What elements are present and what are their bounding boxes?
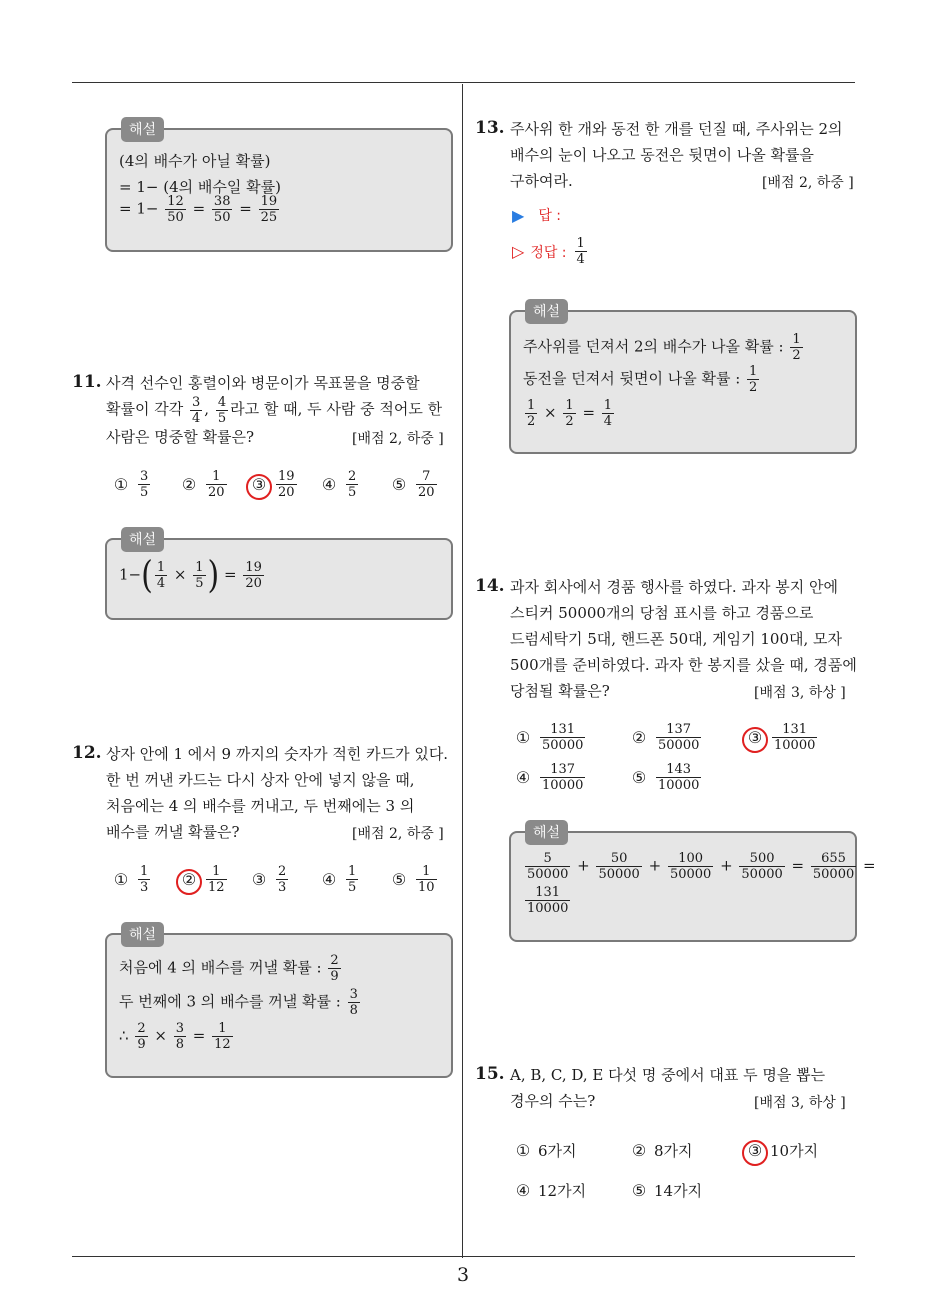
q11-text-prefix: 확률이 각각	[106, 400, 184, 418]
q13-score: [배점 2, 하중 ]	[762, 175, 854, 191]
q11-text-suffix: 라고 할 때, 두 사람 중 적어도 한	[230, 400, 443, 418]
q12-number: 12.	[72, 743, 102, 763]
fraction: $\frac{3}{4}$	[192, 394, 201, 426]
option-label: 14가지	[654, 1182, 703, 1200]
option-mark: ②	[181, 475, 197, 494]
q12-option-5[interactable]: ⑤ $\frac{1}{10}$	[388, 864, 439, 895]
q11-explain-prefix: 1−	[119, 565, 142, 584]
q12-option-2-selected[interactable]: ② $\frac{1}{12}$	[178, 864, 229, 895]
fraction: $\frac{38}{50}$	[213, 194, 231, 225]
q13-explain-text-2: 동전을 던져서 뒷면이 나올 확률 :	[523, 369, 741, 388]
option-mark: ⑤	[631, 1181, 647, 1200]
q14-option-5[interactable]: ⑤ $\frac{143}{10000}$	[628, 762, 703, 793]
option-mark: ②	[631, 1141, 647, 1160]
q15-option-5[interactable]	[628, 1180, 702, 1201]
q11-text-line-1: 사격 선수인 홍렬이와 병문이가 목표물을 명중할	[106, 374, 420, 392]
option-mark: ①	[515, 1141, 531, 1160]
option-mark: ②	[631, 728, 647, 747]
explanation-tag: 해설	[525, 299, 568, 324]
column-divider	[462, 84, 463, 1258]
explanation-tag: 해설	[525, 820, 568, 845]
option-mark: ④	[515, 1181, 531, 1200]
selected-option-mark: ③	[744, 1141, 766, 1160]
q13-number: 13.	[475, 118, 505, 138]
option-mark: ⑤	[391, 870, 407, 889]
correct-answer-label: 정답 :	[530, 244, 567, 261]
q14-explanation-box	[509, 825, 876, 942]
q13-text-line-3: 구하여라.	[510, 172, 573, 190]
option-mark: ①	[515, 728, 531, 747]
q11-text-line-2: 확률이 각각 $\frac{3}{4}$ , $\frac{4}{5}$ 라고 할 때, 두 사람 중 적어도 한	[106, 394, 443, 426]
q11-text-line-4: 사람은 명중할 확률은?	[106, 428, 254, 446]
option-mark: ④	[321, 870, 337, 889]
q11-option-5[interactable]: ⑤ $\frac{7}{20}$	[388, 469, 439, 500]
q12-explain-line-2: 두 번째에 3 의 배수를 꺼낼 확률 : $\frac{3}{8}$	[119, 987, 358, 1018]
q12-text-line-4: 배수를 꺼낼 확률은?	[106, 823, 240, 841]
q13-answer-field[interactable]	[512, 205, 561, 225]
q14-explain-line-2: $\frac{131}{10000}$	[527, 885, 569, 916]
outline-arrow-icon: ▷	[512, 242, 525, 261]
equals: =	[239, 199, 252, 218]
q13-explanation-box	[509, 304, 857, 454]
option-label: 6가지	[538, 1142, 577, 1160]
top-rule	[72, 82, 855, 83]
q15-score: [배점 3, 하상 ]	[754, 1095, 846, 1111]
q14-score: [배점 3, 하상 ]	[754, 685, 846, 701]
q12-text-line-2: 한 번 꺼낸 카드는 다시 상자 안에 넣지 않을 때,	[106, 771, 415, 789]
play-arrow-icon: ▶	[512, 205, 525, 225]
q13-explain-line-2: 동전을 던져서 뒷면이 나올 확률 : $\frac{1}{2}$	[523, 364, 758, 395]
q12-explain-text-1: 처음에 4 의 배수를 꺼낼 확률 :	[119, 958, 322, 977]
selected-option-mark: ③	[744, 728, 766, 747]
q14-option-3-selected[interactable]: ③ $\frac{131}{10000}$	[744, 722, 819, 753]
q14-text-line-3: 드럼세탁기 5대, 핸드폰 50대, 게임기 100대, 모자	[510, 630, 843, 648]
option-mark: ③	[251, 870, 267, 889]
q11-option-1[interactable]: ① $\frac{3}{5}$	[110, 469, 152, 500]
q14-option-4[interactable]: ④ $\frac{137}{10000}$	[512, 762, 587, 793]
q10-explain-line-1: (4의 배수가 아닐 확률)	[119, 152, 271, 170]
q12-score: [배점 2, 하중 ]	[352, 826, 444, 842]
option-mark: ①	[113, 475, 129, 494]
fraction: $\frac{4}{5}$	[217, 394, 227, 426]
q11-option-2[interactable]: ② $\frac{1}{20}$	[178, 469, 229, 500]
selected-option-mark: ②	[178, 870, 200, 889]
q12-text-line-3: 처음에는 4 의 배수를 꺼내고, 두 번째에는 3 의	[106, 797, 415, 815]
q14-explain-line-1: $\frac{5}{50000}$ + $\frac{50}{50000}$ + $\frac{100}{50000}$ + $\frac{500}{50000}$ = $\frac{655}{50000}$ =	[527, 851, 876, 882]
selected-option-mark: ③	[248, 475, 270, 494]
q15-text-line-2: 경우의 수는?	[510, 1092, 596, 1110]
q14-text-line-2: 스티커 50000개의 당첨 표시를 하고 경품으로	[510, 604, 814, 622]
q12-explanation-box	[105, 927, 453, 1078]
q15-option-1[interactable]	[512, 1140, 577, 1161]
q12-option-3[interactable]: ③ $\frac{2}{3}$	[248, 864, 290, 895]
q13-explain-line-1: 주사위를 던져서 2의 배수가 나올 확률 : $\frac{1}{2}$	[523, 332, 801, 363]
q15-option-2[interactable]	[628, 1140, 693, 1161]
q14-text-line-4: 500개를 준비하였다. 과자 한 봉지를 샀을 때, 경품에	[510, 656, 857, 674]
q11-score: [배점 2, 하중 ]	[352, 431, 444, 447]
explanation-tag: 해설	[121, 117, 164, 142]
q14-text-line-5: 당첨될 확률은?	[510, 682, 610, 700]
option-label: 8가지	[654, 1142, 693, 1160]
q10-explain-line-2: = 1− (4의 배수일 확률)	[119, 178, 281, 196]
option-mark: ⑤	[391, 475, 407, 494]
q15-option-3-selected[interactable]	[744, 1140, 818, 1161]
q10-explanation-box	[105, 122, 453, 252]
q13-text-line-1: 주사위 한 개와 동전 한 개를 던질 때, 주사위는 2의	[510, 120, 843, 138]
option-mark: ①	[113, 870, 129, 889]
option-label: 10가지	[770, 1142, 819, 1160]
fraction: $\frac{19}{25}$	[260, 194, 278, 225]
fraction: $\frac{12}{50}$	[167, 194, 184, 225]
q13-correct-answer: ▷ 정답 : $\frac{1}{4}$	[512, 236, 585, 267]
q12-explain-text-2: 두 번째에 3 의 배수를 꺼낼 확률 :	[119, 992, 341, 1011]
option-mark: ④	[321, 475, 337, 494]
explanation-tag: 해설	[121, 922, 164, 947]
answer-label: 답 :	[538, 208, 562, 224]
q11-explain-formula: 1−( $\frac{1}{4}$ × $\frac{1}{5}$ ) = $\frac{19}{20}$	[119, 553, 262, 598]
q12-text-line-1: 상자 안에 1 에서 9 까지의 숫자가 적힌 카드가 있다.	[106, 745, 449, 763]
q13-explain-line-3: $\frac{1}{2}$ × $\frac{1}{2}$ = $\frac{1}{4}$	[527, 398, 613, 429]
q15-option-4[interactable]	[512, 1180, 586, 1201]
q11-option-4[interactable]: ④ $\frac{2}{5}$	[318, 469, 360, 500]
explanation-tag: 해설	[121, 527, 164, 552]
q13-text-line-2: 배수의 눈이 나오고 동전은 뒷면이 나올 확률을	[510, 146, 814, 164]
q12-explain-line-1: 처음에 4 의 배수를 꺼낼 확률 : $\frac{2}{9}$	[119, 953, 339, 984]
option-label: 12가지	[538, 1182, 587, 1200]
q12-option-4[interactable]: ④ $\frac{1}{5}$	[318, 864, 360, 895]
q15-text-line-1: A, B, C, D, E 다섯 명 중에서 대표 두 명을 뽑는	[510, 1066, 826, 1084]
bottom-rule	[72, 1256, 855, 1257]
q10-explain-line-3	[119, 194, 281, 225]
page-number: 3	[456, 1264, 470, 1286]
q14-text-line-1: 과자 회사에서 경품 행사를 하였다. 과자 봉지 안에	[510, 578, 838, 596]
q14-number: 14.	[475, 576, 505, 596]
q12-option-1[interactable]: ① $\frac{1}{3}$	[110, 864, 152, 895]
therefore-symbol: ∴	[119, 1026, 129, 1045]
q13-explain-text-1: 주사위를 던져서 2의 배수가 나올 확률 :	[523, 337, 784, 356]
equals: =	[192, 199, 206, 218]
q15-number: 15.	[475, 1064, 505, 1084]
q14-option-1[interactable]: ① $\frac{131}{50000}$	[512, 722, 587, 753]
q14-option-2[interactable]: ② $\frac{137}{50000}$	[628, 722, 703, 753]
q10-explain-prefix: = 1−	[119, 199, 159, 218]
q12-explain-line-3: ∴ $\frac{2}{9}$ × $\frac{3}{8}$ = $\frac{1}{12}$	[119, 1021, 231, 1052]
option-mark: ⑤	[631, 768, 647, 787]
q11-explanation-box	[105, 532, 453, 620]
q11-number: 11.	[72, 372, 102, 392]
q11-option-3-selected[interactable]: ③ $\frac{19}{20}$	[248, 469, 299, 500]
option-mark: ④	[515, 768, 531, 787]
